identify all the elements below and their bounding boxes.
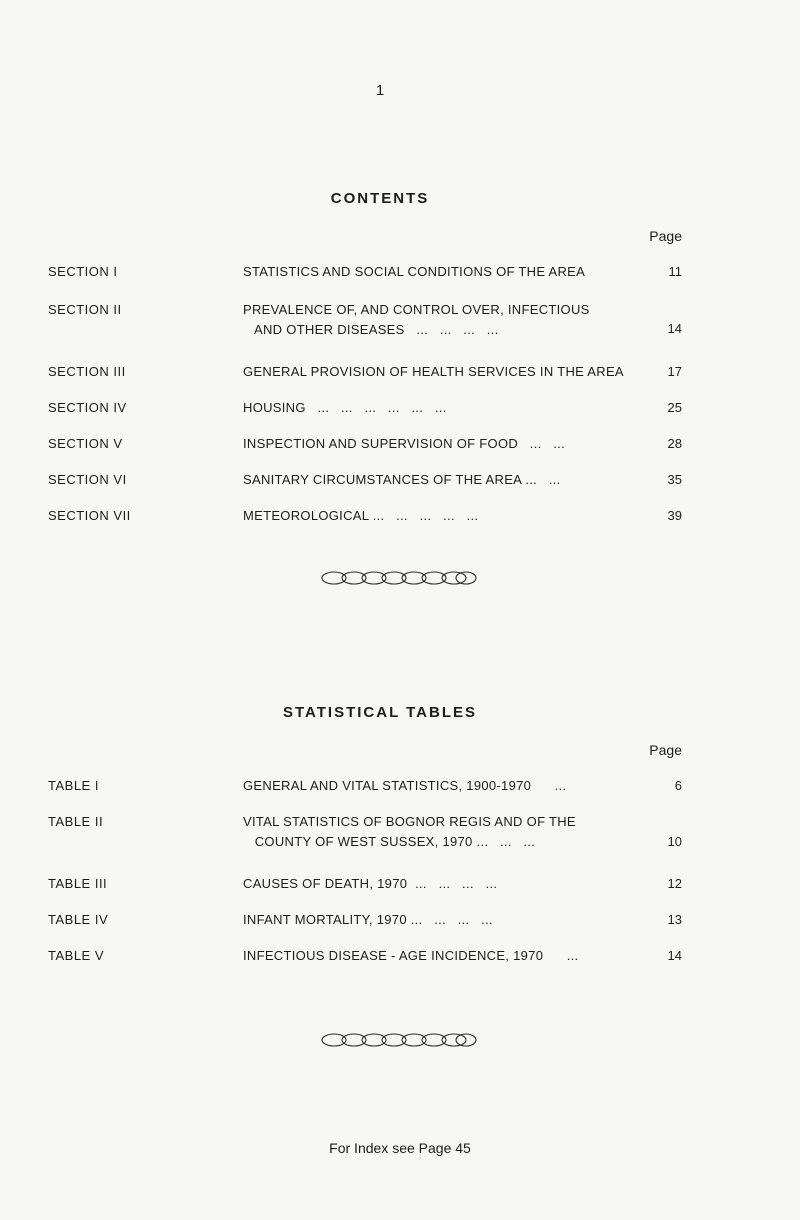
contents-row-label: SECTION IV <box>48 400 127 415</box>
page-number: 1 <box>375 82 385 99</box>
contents-row-page: 39 <box>667 508 682 523</box>
contents-heading: CONTENTS <box>330 190 430 207</box>
table-row-title: GENERAL AND VITAL STATISTICS, 1900-1970 ... <box>243 778 567 793</box>
contents-row-title: HOUSING ... ... ... ... ... ... <box>243 400 447 415</box>
table-row-title: CAUSES OF DEATH, 1970 ... ... ... ... <box>243 876 498 891</box>
contents-row-title: STATISTICS AND SOCIAL CONDITIONS OF THE AREA <box>243 264 586 279</box>
table-row-label: TABLE I <box>48 778 99 793</box>
table-row-label: TABLE III <box>48 876 108 891</box>
contents-row-label: SECTION II <box>48 302 122 317</box>
contents-row-page: 11 <box>668 264 682 279</box>
table-row-label: TABLE II <box>48 814 104 829</box>
contents-row-title: INSPECTION AND SUPERVISION OF FOOD ... ... <box>243 436 565 451</box>
contents-row-page: 25 <box>667 400 682 415</box>
contents-row-title: SANITARY CIRCUMSTANCES OF THE AREA ... ... <box>243 472 561 487</box>
chain-ornament-divider <box>320 1030 480 1050</box>
tables-page-column-label: Page <box>649 742 682 758</box>
statistical-tables-heading: STATISTICAL TABLES <box>282 704 478 721</box>
contents-row-label: SECTION VI <box>48 472 127 487</box>
contents-row-page: 17 <box>667 364 682 379</box>
contents-row-page: 28 <box>667 436 682 451</box>
contents-row-label: SECTION VII <box>48 508 131 523</box>
table-row-page: 14 <box>667 948 682 963</box>
contents-row-label: SECTION V <box>48 436 123 451</box>
contents-row-page: 14 <box>667 321 682 336</box>
contents-row-title: GENERAL PROVISION OF HEALTH SERVICES IN THE AREA <box>243 364 624 379</box>
chain-ornament-divider <box>320 568 480 588</box>
table-row-page: 12 <box>667 876 682 891</box>
table-row-page: 10 <box>667 834 682 849</box>
table-row-page: 6 <box>674 778 682 793</box>
contents-row-label: SECTION III <box>48 364 126 379</box>
table-row-title: INFECTIOUS DISEASE - AGE INCIDENCE, 1970 ... <box>243 948 579 963</box>
contents-page-column-label: Page <box>649 228 682 244</box>
contents-row-title: METEOROLOGICAL ... ... ... ... ... <box>243 508 479 523</box>
table-row-label: TABLE IV <box>48 912 109 927</box>
contents-row-page: 35 <box>667 472 682 487</box>
table-row-title: INFANT MORTALITY, 1970 ... ... ... ... <box>243 912 493 927</box>
table-row-page: 13 <box>667 912 682 927</box>
contents-row-label: SECTION I <box>48 264 118 279</box>
index-footer-note: For Index see Page 45 <box>329 1140 471 1156</box>
contents-row-title: PREVALENCE OF, AND CONTROL OVER, INFECTIOUS AND OTHER DISEASES ... ... ... ... <box>243 302 590 337</box>
table-row-label: TABLE V <box>48 948 105 963</box>
table-row-title: VITAL STATISTICS OF BOGNOR REGIS AND OF THE COUNTY OF WEST SUSSEX, 1970 ... ... ... <box>243 814 576 849</box>
